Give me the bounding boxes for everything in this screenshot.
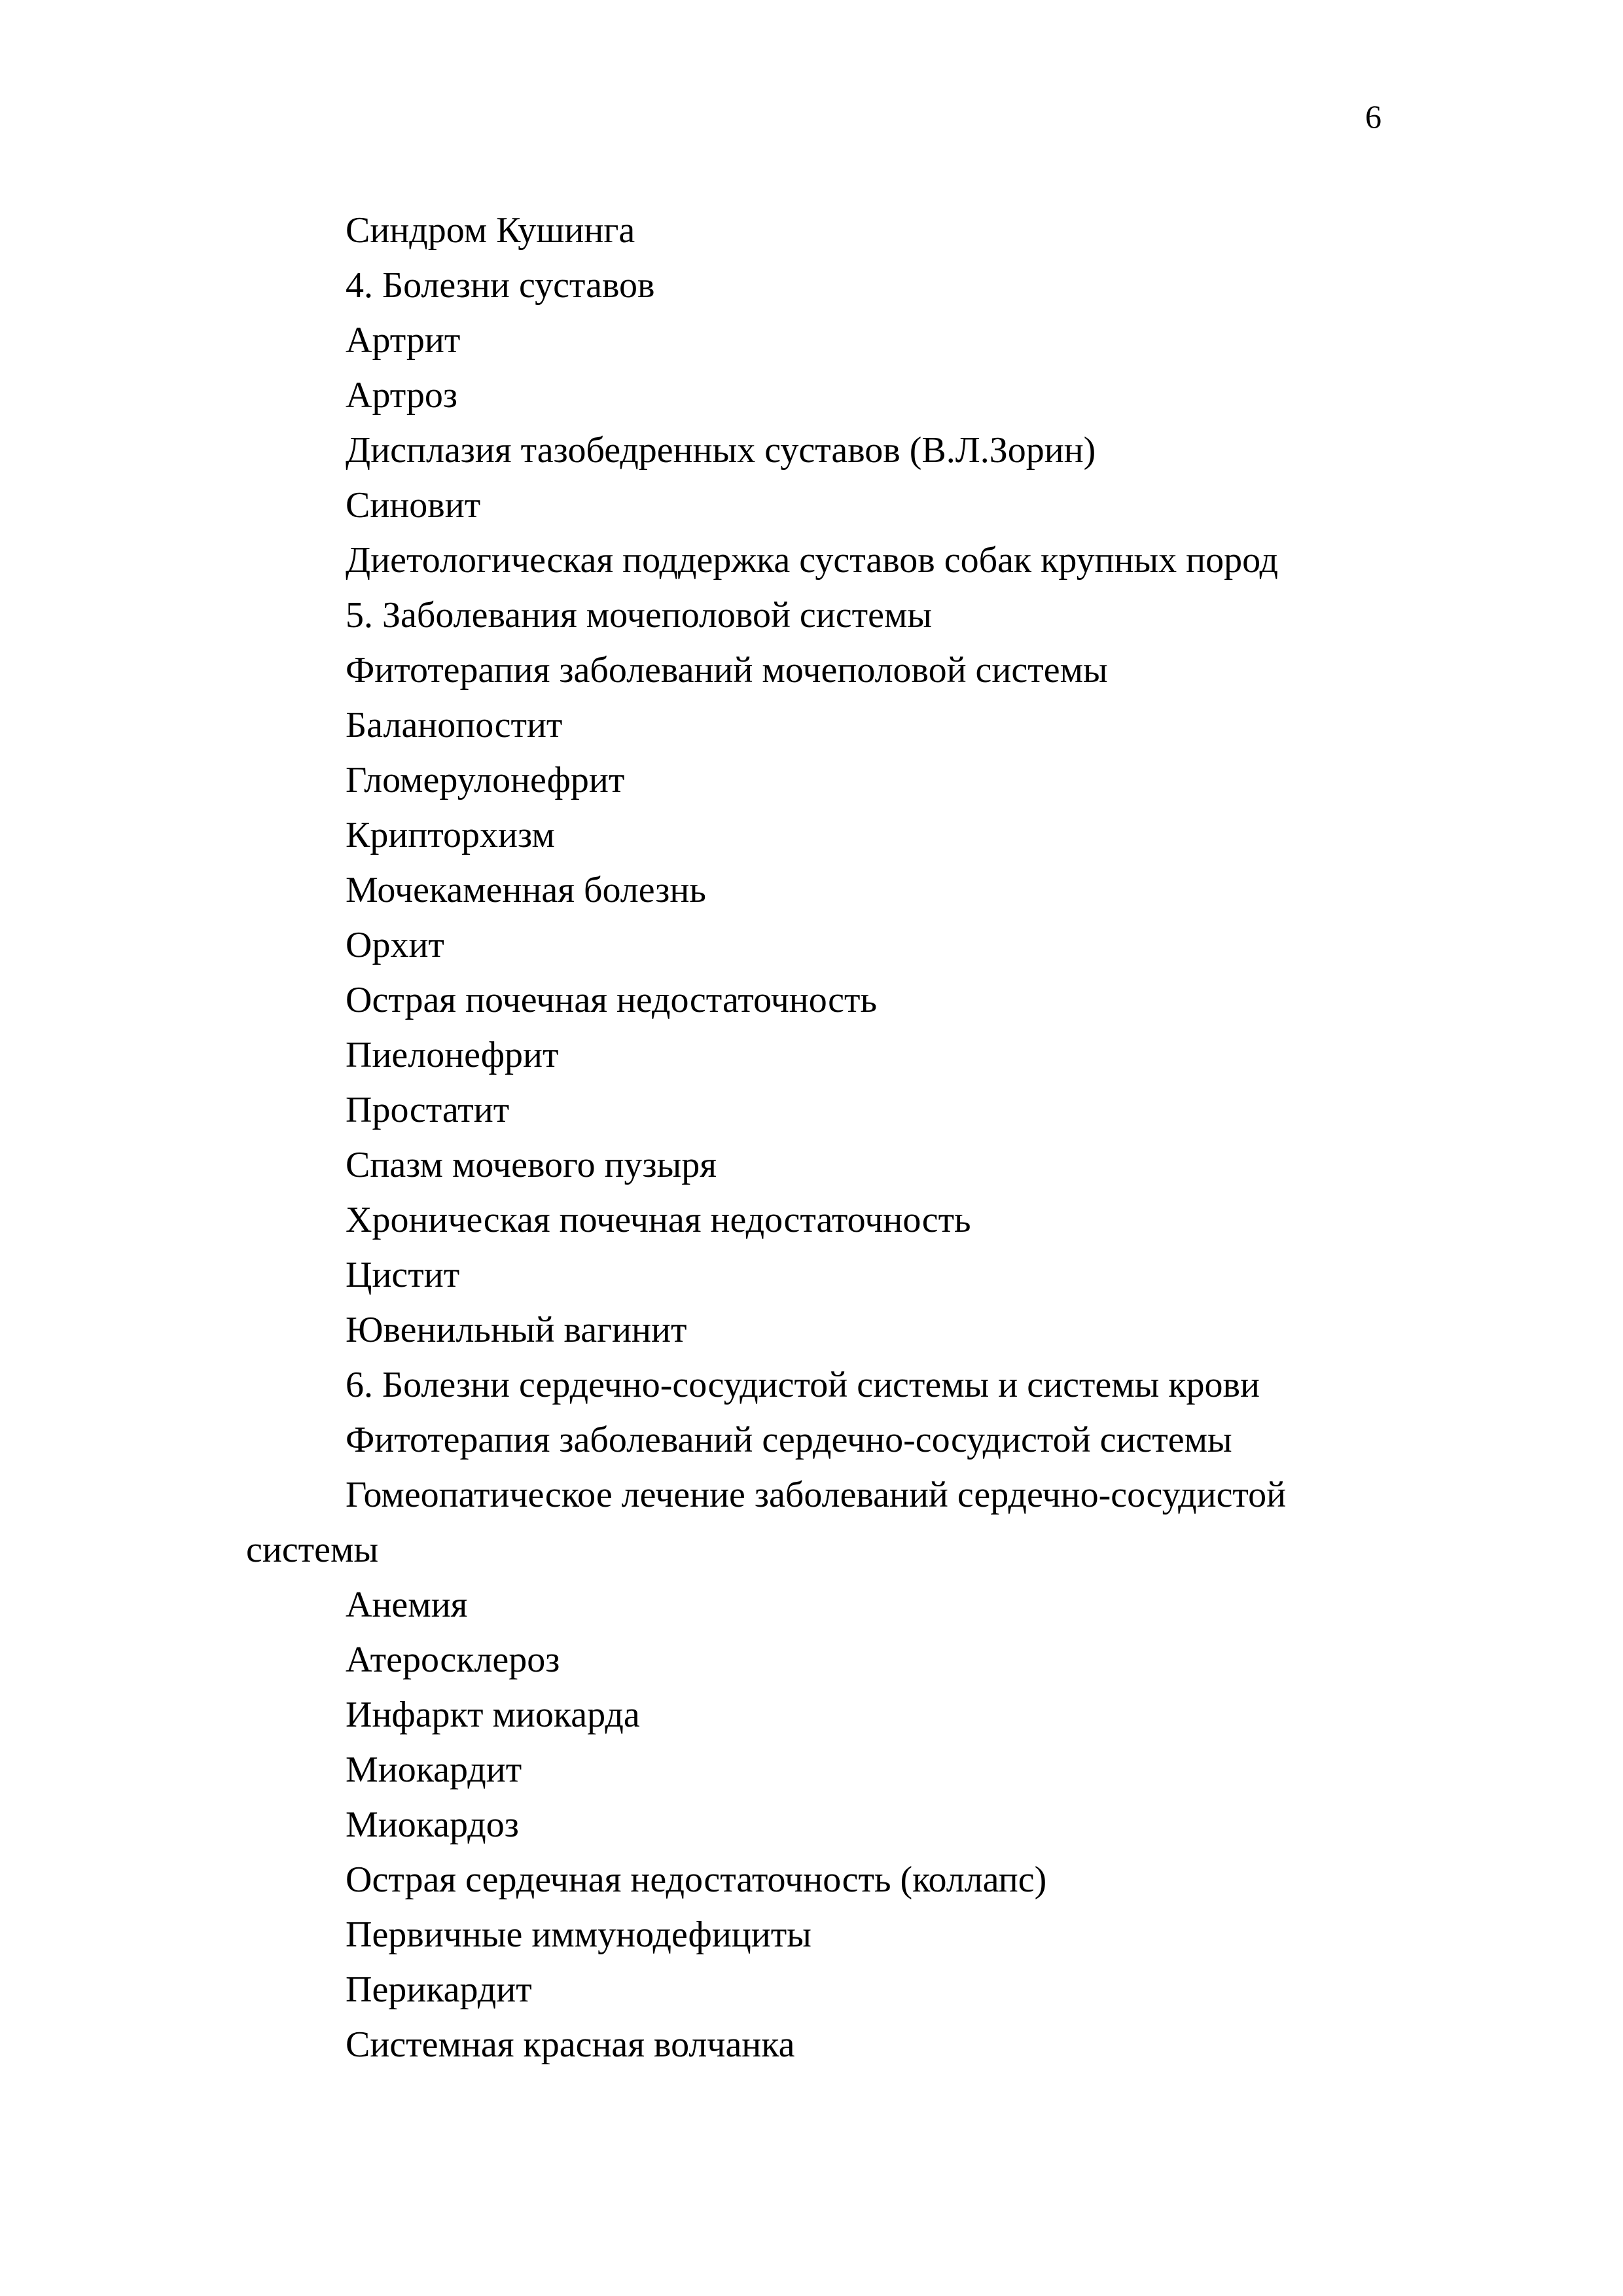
- list-item: Хроническая почечная недостаточность: [346, 1200, 971, 1240]
- list-item: Гомеопатическое лечение заболеваний сердечно-сосудистой системы: [246, 1475, 1287, 1570]
- list-item: Мочекаменная болезнь: [346, 870, 706, 910]
- list-item: Фитотерапия заболеваний мочеполовой системы: [346, 650, 1108, 691]
- section-heading: 4. Болезни суставов: [346, 265, 655, 306]
- list-item: Спазм мочевого пузыря: [346, 1145, 717, 1185]
- list-item: Инфаркт миокарда: [346, 1695, 640, 1735]
- page-number: 6: [1365, 98, 1382, 135]
- list-item: Гломерулонефрит: [346, 760, 625, 800]
- list-item: Орхит: [346, 925, 444, 965]
- list-item: Ювенильный вагинит: [346, 1310, 687, 1350]
- list-item: Простатит: [346, 1090, 510, 1130]
- list-item: Острая почечная недостаточность: [346, 980, 878, 1020]
- list-item: Пиелонефрит: [346, 1035, 559, 1075]
- list-item: Анемия: [346, 1585, 468, 1625]
- list-item: Крипторхизм: [346, 815, 555, 855]
- list-item: Синовит: [346, 485, 481, 526]
- list-item: Синдром Кушинга: [346, 210, 635, 251]
- list-item: Атеросклероз: [346, 1640, 560, 1680]
- document-body: [246, 203, 1393, 2072]
- section-heading: 6. Болезни сердечно-сосудистой системы и системы крови: [346, 1365, 1260, 1405]
- list-item: Миокардит: [346, 1749, 522, 1790]
- list-item: Фитотерапия заболеваний сердечно-сосудистой системы: [346, 1420, 1232, 1460]
- list-item: Перикардит: [346, 1969, 532, 2010]
- list-item: Миокардоз: [346, 1804, 519, 1845]
- list-item: Диетологическая поддержка суставов собак крупных пород: [346, 540, 1279, 581]
- list-item: Острая сердечная недостаточность (коллапс): [346, 1859, 1047, 1900]
- list-item: Цистит: [346, 1255, 460, 1295]
- section-heading: 5. Заболевания мочеполовой системы: [346, 595, 932, 636]
- list-item: Первичные иммунодефициты: [346, 1914, 812, 1955]
- list-item: Дисплазия тазобедренных суставов (В.Л.Зорин): [346, 430, 1096, 471]
- list-item: Артроз: [346, 375, 457, 416]
- list-item: Артрит: [346, 320, 461, 361]
- list-item: Баланопостит: [346, 705, 563, 745]
- list-item: Системная красная волчанка: [346, 2024, 795, 2065]
